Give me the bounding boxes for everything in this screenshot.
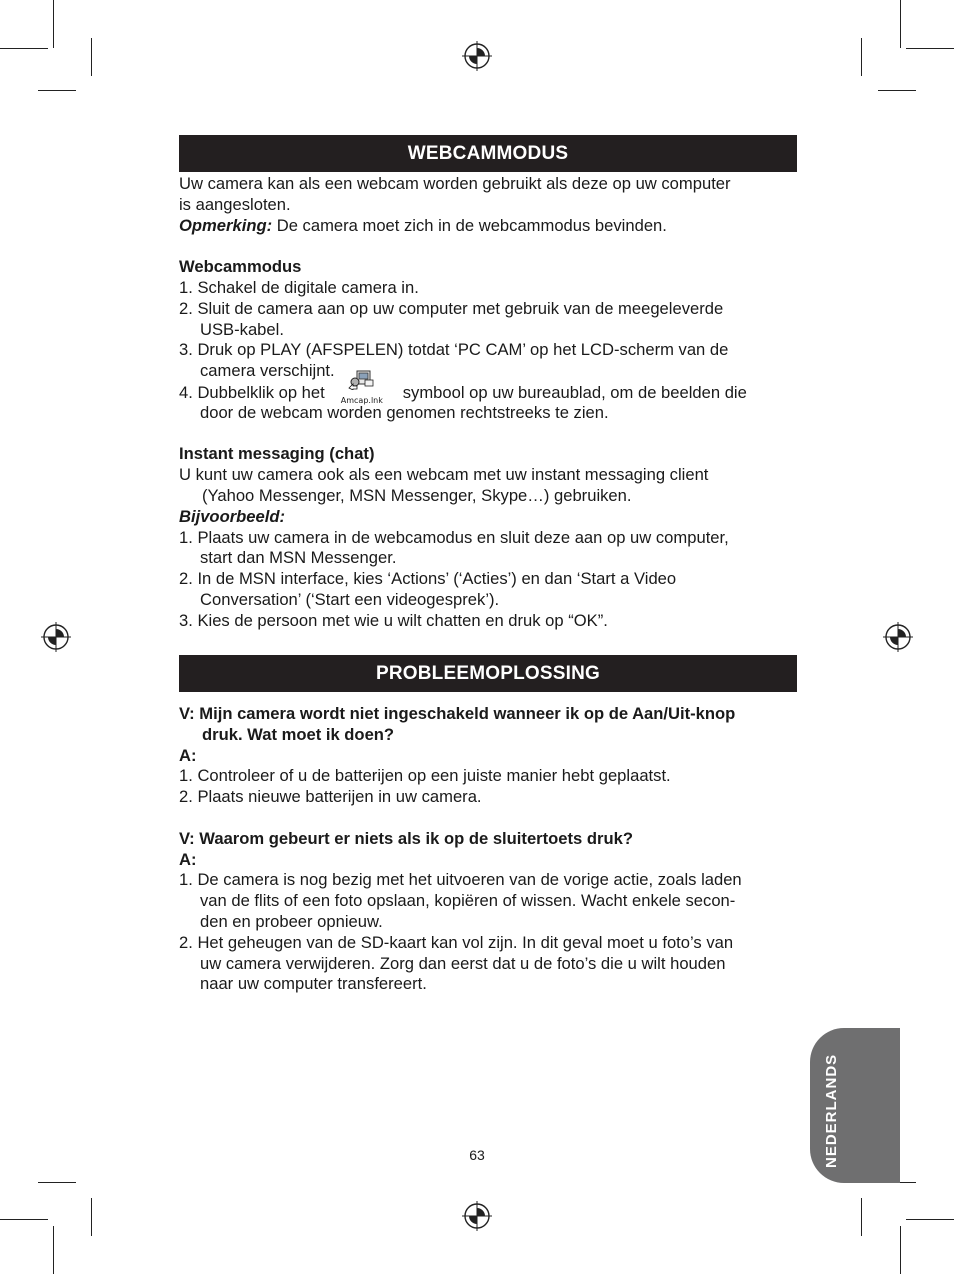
registration-mark-top	[462, 41, 492, 71]
note-label: Opmerking:	[179, 215, 273, 235]
example-step-3: 3. Kies de persoon met wie u wilt chatten en druk op “OK”.	[179, 610, 608, 630]
answer-2-step-2-cont: naar uw computer transfereert.	[200, 974, 427, 994]
intro-line: Uw camera kan als een webcam worden gebruikt als deze op uw computer	[179, 174, 731, 193]
example-step-1-cont: start dan MSN Messenger.	[200, 548, 397, 568]
intro-line: is aangesloten.	[179, 194, 291, 214]
chat-paragraph: U kunt uw camera ook als een webcam met uw instant messaging client	[179, 465, 709, 485]
answer-label: A:	[179, 745, 197, 765]
answer-label: A:	[179, 849, 197, 869]
registration-mark-right	[883, 622, 913, 652]
note-text: De camera moet zich in de webcammodus bevinden.	[272, 215, 667, 235]
troubleshooting-section-body	[179, 704, 799, 995]
webcam-section-body	[179, 174, 799, 632]
answer-2-step-1-cont: den en probeer opnieuw.	[200, 911, 383, 931]
amcap-shortcut-icon	[340, 382, 385, 405]
step-4	[179, 382, 799, 403]
answer-2-step-1: 1. De camera is nog bezig met het uitvoeren van de vorige actie, zoals laden	[179, 870, 742, 890]
registration-mark-bottom	[462, 1201, 492, 1231]
amcap-shortcut-label: Amcap.lnk	[340, 395, 383, 405]
example-step-2-cont: Conversation’ (‘Start een videogesprek’).	[200, 589, 500, 609]
answer-2-step-2: 2. Het geheugen van de SD-kaart kan vol zijn. In dit geval moet u foto’s van	[179, 932, 734, 952]
note-line	[179, 216, 799, 237]
step-1: 1. Schakel de digitale camera in.	[179, 277, 419, 297]
chat-paragraph-cont: (Yahoo Messenger, MSN Messenger, Skype…) gebruiken.	[202, 485, 632, 505]
answer-2-step-1-cont: van de flits of een foto opslaan, kopiëren of wissen. Wacht enkele secon-	[200, 891, 736, 911]
example-step-2: 2. In de MSN interface, kies ‘Actions’ (‘Acties’) en dan ‘Start a Video	[179, 569, 677, 589]
answer-1-step-1: 1. Controleer of u de batterijen op een juiste manier hebt geplaatst.	[179, 766, 671, 786]
registration-mark-left	[41, 622, 71, 652]
step-2-cont: USB-kabel.	[200, 319, 284, 339]
question-1-cont: druk. Wat moet ik doen?	[202, 724, 395, 744]
example-label: Bijvoorbeeld:	[179, 506, 286, 526]
language-tab-label: NEDERLANDS	[823, 1053, 840, 1168]
step-4-pre: 4. Dubbelklik op het	[179, 382, 325, 402]
example-step-1: 1. Plaats uw camera in de webcamodus en sluit deze aan op uw computer,	[179, 527, 729, 547]
page-number: 63	[469, 1147, 485, 1163]
step-3-cont: camera verschijnt.	[200, 361, 335, 381]
step-4-cont: door de webcam worden genomen rechtstreeks te zien.	[200, 402, 609, 422]
troubleshooting-section-heading: PROBLEEMOPLOSSING	[179, 655, 797, 692]
webcam-subheading: Webcammodus	[179, 257, 302, 277]
question-1: V: Mijn camera wordt niet ingeschakeld wanneer ik op de Aan/Uit-knop	[179, 704, 736, 723]
chat-heading: Instant messaging (chat)	[179, 444, 375, 464]
step-3: 3. Druk op PLAY (AFSPELEN) totdat ‘PC CAM’ op het LCD-scherm van de	[179, 340, 729, 360]
webcam-section-heading: WEBCAMMODUS	[179, 135, 797, 172]
step-2: 2. Sluit de camera aan op uw computer met gebruik van de meegeleverde	[179, 298, 724, 318]
answer-2-step-2-cont: uw camera verwijderen. Zorg dan eerst dat u de foto’s die u wilt houden	[200, 953, 726, 973]
step-4-post: symbool op uw bureaublad, om de beelden die	[402, 382, 747, 402]
answer-1-step-2: 2. Plaats nieuwe batterijen in uw camera.	[179, 787, 482, 807]
question-2: V: Waarom gebeurt er niets als ik op de sluitertoets druk?	[179, 828, 633, 848]
